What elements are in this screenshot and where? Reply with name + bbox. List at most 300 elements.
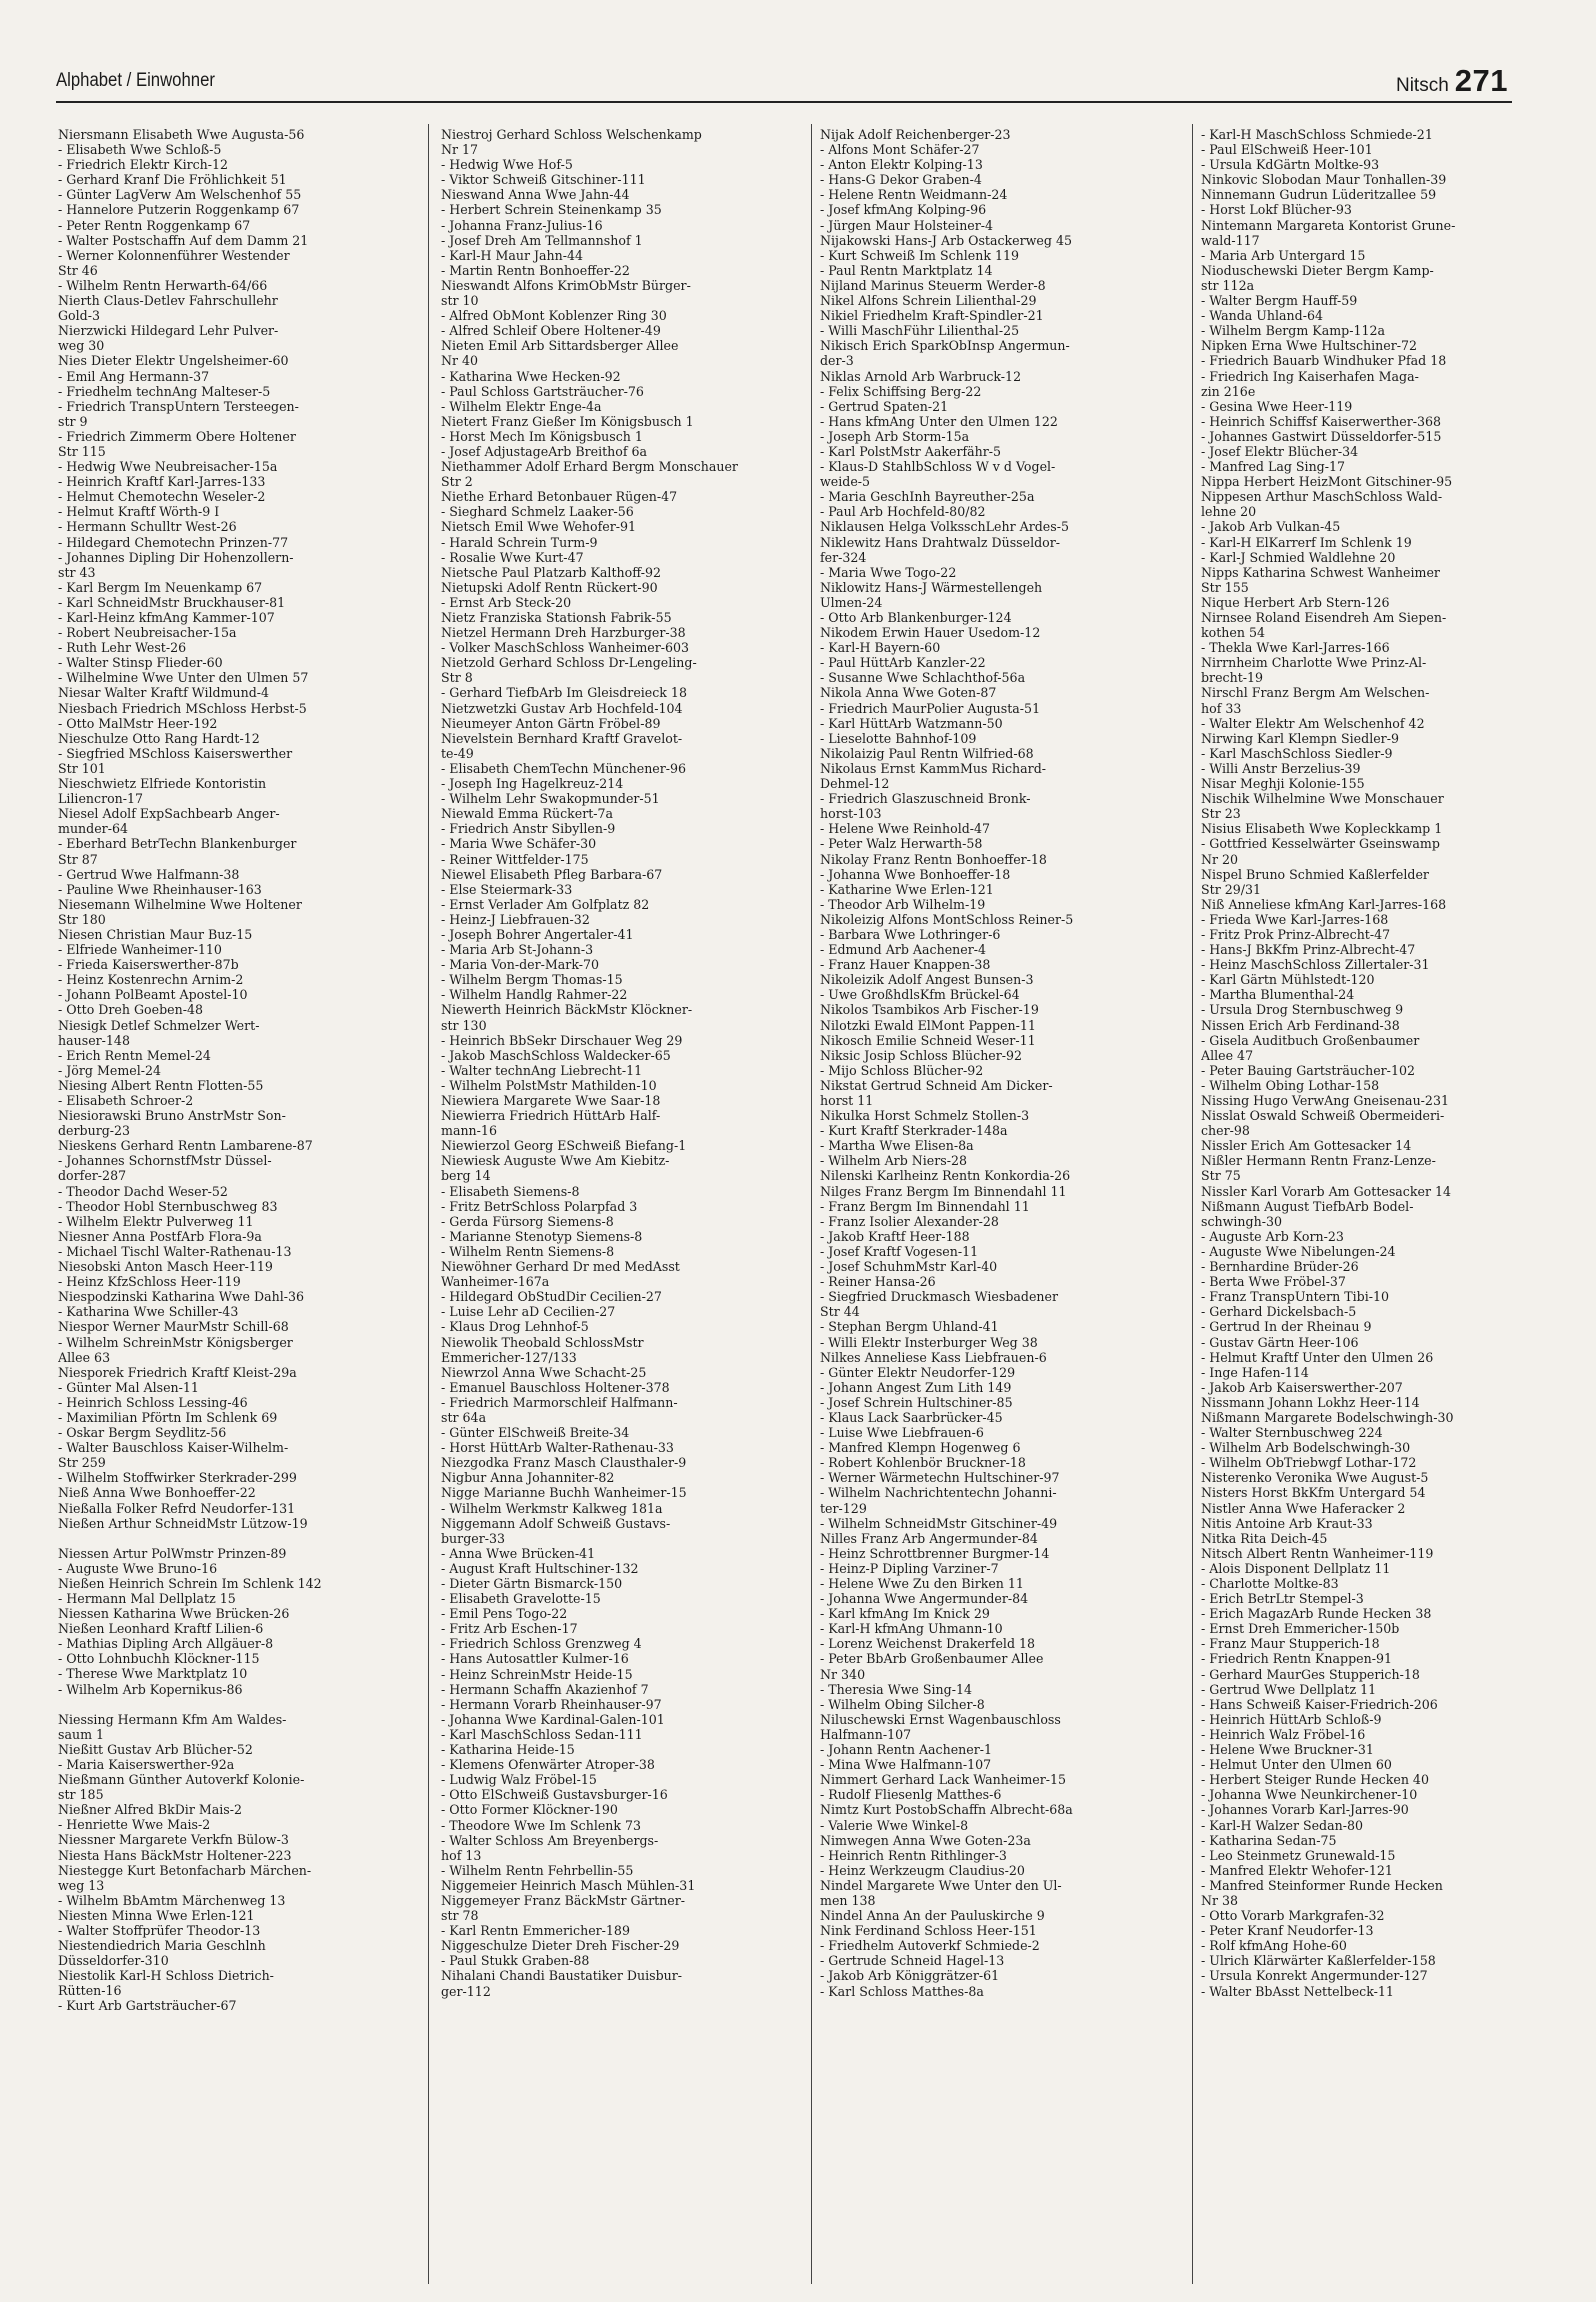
directory-entry-line: Nioduschewski Dieter Bergm Kamp- [1201,262,1434,278]
directory-entry-line: - Friedrich Schloss Grenzweg 4 [441,1636,642,1652]
directory-entry-line: - Elisabeth Siemens-8 [441,1183,580,1199]
directory-entry-line: - Josef Schrein Hultschiner-85 [820,1394,1013,1410]
directory-entry-line: Nikolaus Ernst KammMus Richard- [820,760,1047,776]
directory-entry-line: Liliencron-17 [58,791,144,807]
directory-entry-line: Nießalla Folker Refrd Neudorfer-131 [58,1500,296,1516]
directory-entry-line: - Otto Lohnbuchh Klöckner-115 [58,1651,260,1667]
directory-entry-line: - Siegfried MSchloss Kaiserswerther [58,745,293,761]
directory-entry-line: Nr 38 [1201,1892,1239,1908]
directory-entry-line: - Walter Postschaffn Auf dem Damm 21 [58,232,309,248]
directory-entry-line: - Hans Schweiß Kaiser-Friedrich-206 [1201,1696,1438,1712]
directory-entry-line: - Heinz SchreinMstr Heide-15 [441,1666,633,1682]
directory-entry-line: - Rolf kfmAng Hohe-60 [1201,1938,1347,1954]
directory-entry-line: - Friedrich Glaszuschneid Bronk- [820,791,1031,807]
directory-entry-line: dorfer-287 [58,1168,127,1184]
directory-entry-line: - Heinrich Schiffsf Kaiserwerther-368 [1201,413,1442,429]
directory-entry-line: Nikoleizig Alfons MontSchloss Reiner-5 [820,911,1074,927]
directory-entry-line: Niggeschulze Dieter Dreh Fischer-29 [441,1938,680,1954]
directory-entry-line: Niggemeier Heinrich Masch Mühlen-31 [441,1877,696,1893]
directory-entry-line: Nirrnheim Charlotte Wwe Prinz-Al- [1201,655,1427,671]
directory-entry-line: - Paul Rentn Marktplatz 14 [820,262,993,278]
directory-entry-line: - Karl kfmAng Im Knick 29 [820,1606,990,1622]
directory-entry-line: - Karl Gärtn Mühlstedt-120 [1201,972,1375,988]
directory-entry-line: - Helene Wwe Reinhold-47 [820,821,991,837]
directory-entry-line: - Auguste Wwe Nibelungen-24 [1201,1243,1396,1259]
directory-entry-line: - Karl Rentn Emmericher-189 [441,1923,630,1939]
directory-entry-line: Nilges Franz Bergm Im Binnendahl 11 [820,1183,1067,1199]
directory-entry-line: - Gertrud Wwe Dellplatz 11 [1201,1681,1377,1697]
directory-entry-line: Str 44 [820,1304,860,1320]
directory-entry-line: - Lorenz Weichenst Drakerfeld 18 [820,1636,1036,1652]
directory-entry-line: berg 14 [441,1168,491,1184]
directory-entry-line: Nr 20 [1201,851,1239,867]
directory-entry-line: - Friedhelm Autoverkf Schmiede-2 [820,1938,1040,1954]
directory-entry-line: - Stephan Bergm Uhland-41 [820,1319,999,1335]
directory-entry-line: - Gustav Gärtn Heer-106 [1201,1334,1359,1350]
directory-entry-line: - Klaus Drog Lehnhof-5 [441,1319,589,1335]
directory-entry-line: - Karl Bergm Im Neuenkamp 67 [58,579,263,595]
directory-entry-line: - Karl-H MaschSchloss Schmiede-21 [1201,127,1433,142]
directory-entry-line: - Emil Pens Togo-22 [441,1606,568,1622]
directory-entry-line: - Reiner Hansa-26 [820,1274,936,1290]
directory-entry-line: - Wilhelm Stoffwirker Sterkrader-299 [58,1470,297,1486]
directory-entry-line: - Peter Walz Herwarth-58 [820,836,983,852]
directory-entry-line: - Anna Wwe Brücken-41 [441,1545,596,1561]
directory-entry-line: Niesten Minna Wwe Erlen-121 [58,1907,255,1923]
directory-entry-line: - Wilhelm Rentn Siemens-8 [441,1243,615,1259]
column-divider [428,124,429,2284]
directory-entry-line: - Heinrich Rentn Rithlinger-3 [820,1847,1007,1863]
directory-entry-line: - Heinrich HüttArb Schloß-9 [1201,1711,1382,1727]
directory-entry-line: Niesigk Detlef Schmelzer Wert- [58,1017,260,1033]
directory-entry-line: Nießen Heinrich Schrein Im Schlenk 142 [58,1575,322,1591]
directory-entry-line: hauser-148 [58,1032,130,1048]
directory-entry-line: - Leo Steinmetz Grunewald-15 [1201,1847,1396,1863]
directory-entry-line: - Alfons Mont Schäfer-27 [820,142,980,158]
directory-entry-line: Str 115 [58,443,106,459]
directory-entry-line: wald-117 [1201,232,1260,248]
directory-entry-line: - Erich Rentn Memel-24 [58,1047,211,1063]
directory-entry-line: - Gerda Fürsorg Siemens-8 [441,1213,614,1229]
directory-entry-line: - Jakob Arb Königgrätzer-61 [820,1968,1000,1984]
directory-entry-line: - Alfred Schleif Obere Holtener-49 [441,323,661,339]
directory-entry-line: - Paul Schloss Gartsträucher-76 [441,383,644,399]
directory-entry-line: Nikisch Erich SparkObInsp Angermun- [820,338,1070,354]
directory-entry-line: Nießner Alfred BkDir Mais-2 [58,1802,243,1818]
directory-entry-line: - Katharina Wwe Hecken-92 [441,368,621,384]
directory-entry-line: Nissler Karl Vorarb Am Gottesacker 14 [1201,1183,1451,1199]
directory-entry-line: Ninnemann Gudrun Lüderitzallee 59 [1201,187,1437,203]
directory-column-4 [1201,127,1521,2287]
directory-entry-line: Niklausen Helga VolksschLehr Ardes-5 [820,519,1069,535]
directory-entry-line: hof 13 [441,1847,482,1863]
directory-entry-line: - Katharina Heide-15 [441,1742,575,1758]
directory-entry-line: Nilenski Karlheinz Rentn Konkordia-26 [820,1168,1071,1184]
directory-entry-line: Allee 47 [1201,1047,1254,1063]
directory-entry-line: Nisius Elisabeth Wwe Kopleckkamp 1 [1201,821,1443,837]
directory-entry-line: zin 216e [1201,383,1256,399]
directory-entry-line: cher-98 [1201,1123,1250,1139]
directory-entry-line: - Sieghard Schmelz Laaker-56 [441,504,634,520]
directory-entry-line: - Theodor Dachd Weser-52 [58,1183,228,1199]
directory-entry-line: - Manfred Elektr Wehofer-121 [1201,1862,1393,1878]
directory-entry-line: Nießitt Gustav Arb Blücher-52 [58,1741,253,1757]
directory-entry-line: - Herbert Schrein Steinenkamp 35 [441,202,662,218]
directory-entry-line: - Inge Hafen-114 [1201,1364,1309,1380]
directory-entry-line: - Helmut Chemotechn Weseler-2 [58,489,266,505]
directory-entry-line: Nies Dieter Elektr Ungelsheimer-60 [58,353,289,369]
directory-entry-line: Str 180 [58,911,106,927]
directory-entry-line: Nijak Adolf Reichenberger-23 [820,127,1011,142]
directory-entry-line: - Reiner Wittfelder-175 [441,851,589,867]
directory-entry-line: Str 46 [58,262,98,278]
directory-entry-line: Niesemann Wilhelmine Wwe Holtener [58,896,302,912]
directory-entry-line: - Gertrud Spaten-21 [820,398,949,414]
running-head-name: Nitsch [1395,75,1449,96]
directory-entry-line: - Gertrude Schneid Hagel-13 [820,1953,1005,1969]
directory-entry-line: Nietupski Adolf Rentn Rückert-90 [441,579,658,595]
directory-entry-line: horst-103 [820,806,882,822]
directory-entry-line: Nißmann Margarete Bodelschwingh-30 [1201,1409,1454,1425]
directory-entry-line: Nr 340 [820,1666,866,1682]
directory-entry-line: - Günter Mal Alsen-11 [58,1379,199,1395]
directory-entry-line: - Charlotte Moltke-83 [1201,1576,1339,1591]
directory-entry-line: str 185 [58,1787,104,1803]
directory-entry-line: - Hans Autosattler Kulmer-16 [441,1651,629,1667]
directory-entry-line: Niesta Hans BäckMstr Holtener-223 [58,1847,292,1863]
directory-entry-line: Nißmann August TiefbArb Bodel- [1201,1198,1414,1214]
directory-entry-line: - Jürgen Maur Holsteiner-4 [820,217,994,233]
directory-entry-line: - Valerie Wwe Winkel-8 [820,1817,969,1833]
directory-entry-line: Nigge Marianne Buchh Wanheimer-15 [441,1485,687,1501]
directory-entry-line: Niestolik Karl-H Schloss Dietrich- [58,1968,274,1984]
directory-entry-line: Nr 17 [441,142,479,158]
directory-entry-line: - Friedrich Zimmerm Obere Holtener [58,428,296,444]
directory-entry-line: Niesporek Friedrich Kraftf Kleist-29a [58,1364,297,1380]
directory-entry-line: - Josef Elektr Blücher-34 [1201,443,1359,459]
directory-entry-line: Nieten Emil Arb Sittardsberger Allee [441,338,679,354]
directory-entry-line: - Johanna Wwe Kardinal-Galen-101 [441,1711,665,1727]
directory-entry-line: - Elisabeth Schroer-2 [58,1093,194,1108]
directory-entry-line: - Peter Kranf Neudorfer-13 [1201,1923,1374,1939]
directory-entry-line: Nierzwicki Hildegard Lehr Pulver- [58,323,279,339]
directory-entry-line: Niggemeyer Franz BäckMstr Gärtner- [441,1892,686,1908]
directory-entry-line: - Wilhelm Elektr Enge-4a [441,398,602,414]
directory-entry-line: - Gottfried Kesselwärter Gseinswamp [1201,836,1440,852]
directory-entry-line: - Helmut Unter den Ulmen 60 [1201,1757,1392,1773]
directory-entry-line: Niklewitz Hans Drahtwalz Düsseldor- [820,534,1061,550]
directory-entry-line: Str 101 [58,760,106,776]
directory-entry-line: - Wilhelm Arb Kopernikus-86 [58,1681,243,1697]
directory-entry-line: - Franz TranspUntern Tibi-10 [1201,1289,1390,1305]
directory-entry-line: weg 13 [58,1877,105,1893]
directory-entry-line: Niewolik Theobald SchlossMstr [441,1334,644,1350]
directory-entry-line: Niewerth Heinrich BäckMstr Klöckner- [441,1002,693,1018]
directory-entry-line: ger-112 [441,1983,491,1999]
directory-entry-line: - Horst HüttArb Walter-Rathenau-33 [441,1440,674,1456]
directory-entry-line: - Josef Dreh Am Tellmannshof 1 [441,232,643,248]
directory-entry-line: - Volker MaschSchloss Wanheimer-603 [441,640,690,656]
directory-entry-line: - Friedrich Ing Kaiserhafen Maga- [1201,368,1419,384]
directory-entry-line: - Wilhelm Bergm Kamp-112a [1201,323,1386,339]
directory-entry-line: Nieswandt Alfons KrimObMstr Bürger- [441,277,691,293]
directory-entry-line: - Otto Vorarb Markgrafen-32 [1201,1908,1385,1924]
directory-entry-line: - Karl-H Walzer Sedan-80 [1201,1817,1364,1833]
directory-entry-line: - Theodor Arb Wilhelm-19 [820,896,986,912]
directory-entry-line: Nieumeyer Anton Gärtn Fröbel-89 [441,715,661,731]
directory-entry-line: Niestegge Kurt Betonfacharb Märchen- [58,1862,312,1878]
directory-entry-line: Nimwegen Anna Wwe Goten-23a [820,1832,1031,1848]
directory-entry-line: Nippa Herbert HeizMont Gitschiner-95 [1201,474,1453,490]
directory-entry-line: - Karl-Heinz kfmAng Kammer-107 [58,610,275,625]
directory-entry-line: - Mathias Dipling Arch Allgäuer-8 [58,1636,274,1652]
directory-entry-line: Nispel Bruno Schmied Kaßlerfelder [1201,866,1429,882]
directory-entry-line: Nießmann Günther Autoverkf Kolonie- [58,1772,305,1788]
directory-entry-line: - Else Steiermark-33 [441,881,573,897]
directory-entry-line: - Martin Rentn Bonhoeffer-22 [441,262,630,278]
directory-entry-line: Nietzold Gerhard Schloss Dr-Lengeling- [441,655,697,671]
directory-entry-line: - Peter Rentn Roggenkamp 67 [58,217,251,233]
directory-entry-line: Niessen Katharina Wwe Brücken-26 [58,1606,290,1622]
directory-entry-line: - Mina Wwe Halfmann-107 [820,1757,992,1773]
directory-entry-line: - Gerhard TiefbArb Im Gleisdreieck 18 [441,685,687,701]
directory-entry-line: - Frieda Wwe Karl-Jarres-168 [1201,911,1389,927]
directory-entry-line: Nikoleizik Adolf Angest Bunsen-3 [820,972,1034,988]
directory-entry-line: - Wilhelm Elektr Pulverweg 11 [58,1213,254,1229]
directory-entry-line: - Maria Wwe Togo-22 [820,564,957,580]
directory-entry-line: Niewöhner Gerhard Dr med MedAsst [441,1259,680,1275]
directory-entry-line: - Wilhelm Handlg Rahmer-22 [441,987,628,1003]
directory-entry-line: - Walter Schloss Am Breyenbergs- [441,1832,659,1848]
directory-entry-line: Nietz Franziska Stationsh Fabrik-55 [441,610,672,625]
directory-entry-line: - Wilhelm Arb Bodelschwingh-30 [1201,1440,1411,1456]
directory-entry-line: - Henriette Wwe Mais-2 [58,1817,211,1833]
directory-entry-line: Nisar Meghji Kolonie-155 [1201,776,1365,792]
directory-entry-line: - Maria Von-der-Mark-70 [441,957,600,973]
directory-entry-line: str 10 [441,293,479,309]
directory-entry-line: - Rosalie Wwe Kurt-47 [441,549,584,565]
directory-entry-line: - Bernhardine Brüder-26 [1201,1259,1359,1275]
directory-entry-line: - Wilhelm BbAmtm Märchenweg 13 [58,1892,286,1908]
directory-entry-line: Nitka Rita Deich-45 [1201,1530,1328,1546]
directory-entry-line: - Lieselotte Bahnhof-109 [820,730,977,746]
directory-entry-line: - Gertrud In der Rheinau 9 [1201,1319,1372,1335]
directory-entry-line: - Johanna Wwe Angermunder-84 [820,1591,1029,1607]
directory-entry-line: - Walter BbAsst Nettelbeck-11 [1201,1983,1394,1999]
directory-entry-line: - Therese Wwe Marktplatz 10 [58,1666,248,1682]
directory-entry-line: - Paul Stukk Graben-88 [441,1953,590,1969]
directory-entry-line: - Auguste Wwe Bruno-16 [58,1560,218,1576]
directory-entry-line: Gold-3 [58,308,100,324]
directory-entry-line: - Wilhelm Lehr Swakopmunder-51 [441,791,660,807]
directory-entry-line: - Otto Arb Blankenburger-124 [820,610,1012,625]
directory-entry-line: - Günter Elektr Neudorfer-129 [820,1364,1016,1380]
directory-entry-line: - Wilhelm ObTriebwgf Lothar-172 [1201,1455,1417,1471]
directory-entry-line: Nihalani Chandi Baustatiker Duisbur- [441,1968,683,1984]
directory-entry-line: - Ruth Lehr West-26 [58,640,187,656]
directory-entry-line: - Katharina Wwe Schiller-43 [58,1304,239,1320]
directory-entry-line: Nischik Wilhelmine Wwe Monschauer [1201,791,1444,807]
directory-entry-line: - Walter technAng Liebrecht-11 [441,1062,643,1078]
directory-entry-line: - Friedhelm technAng Malteser-5 [58,383,271,399]
directory-entry-line: Nr 40 [441,353,479,369]
directory-entry-line: - Viktor Schweiß Gitschiner-111 [441,172,646,188]
directory-entry-line: - Walter Bergm Hauff-59 [1201,293,1358,309]
directory-entry-line: - Friedrich Rentn Knappen-91 [1201,1651,1392,1667]
directory-entry-line: - Johanna Wwe Neunkirchener-10 [1201,1787,1418,1803]
directory-entry-line: - Uwe GroßhdlsKfm Brückel-64 [820,987,1020,1003]
directory-entry-line: Niesel Adolf ExpSachbearb Anger- [58,806,280,822]
directory-entry-line: - Friedrich Elektr Kirch-12 [58,157,229,173]
directory-entry-line: - Walter Bauschloss Kaiser-Wilhelm- [58,1440,289,1456]
directory-entry-line: - Johannes Gastwirt Düsseldorfer-515 [1201,428,1442,444]
directory-entry-line: - Günter ElSchweiß Breite-34 [441,1425,630,1441]
directory-entry-line: - Günter LagVerw Am Welschenhof 55 [58,187,302,203]
directory-entry-line: Niklowitz Hans-J Wärmestellengeh [820,579,1043,595]
directory-entry-line: - Werner Wärmetechn Hultschiner-97 [820,1470,1060,1486]
directory-entry-line: - Manfred Steinformer Runde Hecken [1201,1877,1443,1893]
directory-entry-line: - Joseph Ing Hagelkreuz-214 [441,776,624,792]
directory-entry-line: - Heinz Kostenrechn Arnim-2 [58,972,244,988]
directory-entry-line: Nikulka Horst Schmelz Stollen-3 [820,1108,1030,1124]
directory-entry-line: - Willi MaschFühr Lilienthal-25 [820,323,1020,339]
directory-entry-line: - Johann Rentn Aachener-1 [820,1742,993,1758]
directory-entry-line: Rütten-16 [58,1983,122,1999]
directory-entry-line: Halfmann-107 [820,1726,912,1742]
directory-entry-line: - Heinz Schrottbrenner Burgmer-14 [820,1545,1050,1561]
directory-entry-line: - Werner Kolonnenführer Westender [58,247,290,263]
directory-entry-line: - Paul ElSchweiß Heer-101 [1201,142,1373,158]
directory-entry-line: - Ernst Dreh Emmericher-150b [1201,1621,1400,1637]
directory-entry-line: - Wilhelm Obing Silcher-8 [820,1696,985,1712]
header-rule [56,101,1512,103]
directory-entry-line: - Johannes Dipling Dir Hohenzollern- [58,549,294,565]
directory-entry-line: Str 155 [1201,579,1249,595]
directory-entry-line: Nilles Franz Arb Angermunder-84 [820,1530,1038,1546]
directory-entry-line: Niethammer Adolf Erhard Bergm Monschauer [441,459,738,475]
directory-entry-line: Niessing Hermann Kfm Am Waldes- [58,1711,287,1727]
directory-entry-line: saum 1 [58,1726,105,1742]
directory-entry-line: Niessner Margarete Verkfn Bülow-3 [58,1832,289,1848]
directory-entry-line: Niestroj Gerhard Schloss Welschenkamp [441,127,702,142]
directory-entry-line: - Joseph Bohrer Angertaler-41 [441,926,634,942]
directory-entry-line [58,1697,420,1712]
directory-entry-line: Nisterenko Veronika Wwe August-5 [1201,1470,1429,1486]
directory-entry-line: - Willi Elektr Insterburger Weg 38 [820,1334,1038,1350]
directory-entry-line: - Heinz Werkzeugm Claudius-20 [820,1862,1025,1878]
directory-entry-line: - Klaus Lack Saarbrücker-45 [820,1409,1003,1425]
directory-entry-line: - Karl SchneidMstr Bruckhauser-81 [58,594,286,610]
directory-entry-line: - Helene Wwe Bruckner-31 [1201,1742,1374,1758]
directory-column-1 [58,127,420,2287]
directory-entry-line: - Ursula Drog Sternbuschweg 9 [1201,1002,1404,1018]
directory-entry-line: Str 87 [58,851,98,867]
directory-entry-line: - Felix Schiffsing Berg-22 [820,383,982,399]
section-title: Alphabet / Einwohner [56,70,215,91]
directory-entry-line: - Hermann Mal Dellplatz 15 [58,1591,236,1606]
directory-entry-line: - Hans-J BkKfm Prinz-Albrecht-47 [1201,942,1416,958]
directory-entry-line: - Paul HüttArb Kanzler-22 [820,655,986,671]
directory-entry-line: - Robert Neubreisacher-15a [58,625,237,641]
directory-entry-line: - Gesina Wwe Heer-119 [1201,398,1353,414]
directory-entry-line: Nietert Franz Gießer Im Königsbusch 1 [441,413,694,429]
directory-entry-line: - Katharine Wwe Erlen-121 [820,881,994,897]
directory-entry-line: - Theodore Wwe Im Schlenk 73 [441,1817,642,1833]
directory-entry-line: Nissing Hugo VerwAng Gneisenau-231 [1201,1093,1449,1108]
directory-entry-line: - Hildegard Chemotechn Prinzen-77 [58,534,289,550]
directory-entry-line: - Martha Wwe Elisen-8a [820,1138,974,1154]
directory-entry-line: - Wilhelm Rentn Herwarth-64/66 [58,277,268,293]
directory-entry-line: Niersmann Elisabeth Wwe Augusta-56 [58,127,305,142]
directory-entry-line: - Helmut Kraftf Unter den Ulmen 26 [1201,1349,1434,1365]
directory-entry-line: - Friedrich MaurPolier Augusta-51 [820,700,1041,716]
directory-entry-line: - Heinz MaschSchloss Zillertaler-31 [1201,957,1430,973]
directory-entry-line: kothen 54 [1201,625,1265,641]
directory-entry-line: Nippesen Arthur MaschSchloss Wald- [1201,489,1443,505]
directory-entry-line: - Paul Arb Hochfeld-80/82 [820,504,986,520]
directory-entry-line: - Robert Kohlenbör Bruckner-18 [820,1455,1026,1471]
directory-entry-line: Nikolos Tsambikos Arb Fischer-19 [820,1002,1039,1018]
directory-entry-line: - Emil Ang Hermann-37 [58,368,210,384]
directory-entry-line: - Wilhelm Rentn Fehrbellin-55 [441,1862,634,1878]
directory-entry-line: Niezgodka Franz Masch Clausthaler-9 [441,1455,687,1471]
directory-entry-line: - Franz Hauer Knappen-38 [820,957,991,973]
directory-entry-line: - Friedrich Marmorschleif Halfmann- [441,1394,678,1410]
directory-entry-line: - Heinrich Schloss Lessing-46 [58,1394,248,1410]
directory-entry-line: - Karl-J Schmied Waldlehne 20 [1201,549,1396,565]
directory-entry-line: - Theresia Wwe Sing-14 [820,1681,972,1697]
directory-entry-line: Str 23 [1201,806,1241,822]
directory-entry-line: - Erich BetrLtr Stempel-3 [1201,1591,1364,1607]
directory-entry-line: Niespor Werner MaurMstr Schill-68 [58,1319,289,1335]
directory-entry-line: mann-16 [441,1123,497,1139]
directory-entry-line: Düsseldorfer-310 [58,1953,169,1969]
directory-entry-line: Nieß Anna Wwe Bonhoeffer-22 [58,1485,256,1501]
directory-entry-line: str 43 [58,564,96,580]
directory-entry-line: - Walter Stoffprüfer Theodor-13 [58,1922,261,1938]
directory-entry-line: Nikosch Emilie Schneid Weser-11 [820,1032,1036,1048]
directory-entry-line: fer-324 [820,549,867,565]
directory-entry-line: - Wilhelm Arb Niers-28 [820,1153,968,1169]
directory-entry-line: - Hans-G Dekor Graben-4 [820,172,982,188]
directory-entry-line: - Wilhelmine Wwe Unter den Ulmen 57 [58,670,309,686]
directory-entry-line: - Franz Isolier Alexander-28 [820,1213,999,1229]
directory-entry-line: - Wilhelm Werkmstr Kalkweg 181a [441,1500,663,1516]
directory-entry-line: Nießen Arthur SchneidMstr Lützow-19 [58,1515,308,1531]
directory-entry-line: - Fritz Prok Prinz-Albrecht-47 [1201,926,1391,942]
directory-entry-line: Nilkes Anneliese Kass Liebfrauen-6 [820,1349,1047,1365]
directory-entry-line: - Berta Wwe Fröbel-37 [1201,1274,1346,1290]
directory-entry-line: schwingh-30 [1201,1213,1282,1229]
directory-entry-line: - Franz Maur Stupperich-18 [1201,1636,1380,1652]
directory-entry-line: - Kurt Kraftf Sterkrader-148a [820,1123,1008,1139]
directory-entry-line: - Wilhelm Nachrichtentechn Johanni- [820,1485,1057,1501]
directory-entry-line: - Heinrich BbSekr Dirschauer Weg 29 [441,1032,683,1048]
directory-entry-line: - Gerhard Kranf Die Fröhlichkeit 51 [58,172,287,188]
directory-entry-line: - Franz Bergm Im Binnendahl 11 [820,1198,1030,1214]
directory-entry-line: Nissmann Johann Lokhz Heer-114 [1201,1394,1420,1410]
directory-entry-line: str 130 [441,1017,487,1033]
directory-entry-line: - Jakob Arb Kaiserswerther-207 [1201,1379,1403,1395]
directory-entry-line: - Hans kfmAng Unter den Ulmen 122 [820,413,1058,429]
directory-entry-line: str 9 [58,413,88,429]
directory-entry-line: - Hedwig Wwe Hof-5 [441,157,573,173]
directory-entry-line: - Herbert Steiger Runde Hecken 40 [1201,1772,1429,1788]
directory-entry-line: - Klemens Ofenwärter Atroper-38 [441,1757,655,1773]
directory-entry-line: - Jakob Kraftf Heer-188 [820,1228,970,1244]
directory-entry-line: Niestendiedrich Maria Geschlnh [58,1938,266,1954]
directory-entry-line: Niewel Elisabeth Pfleg Barbara-67 [441,866,663,882]
